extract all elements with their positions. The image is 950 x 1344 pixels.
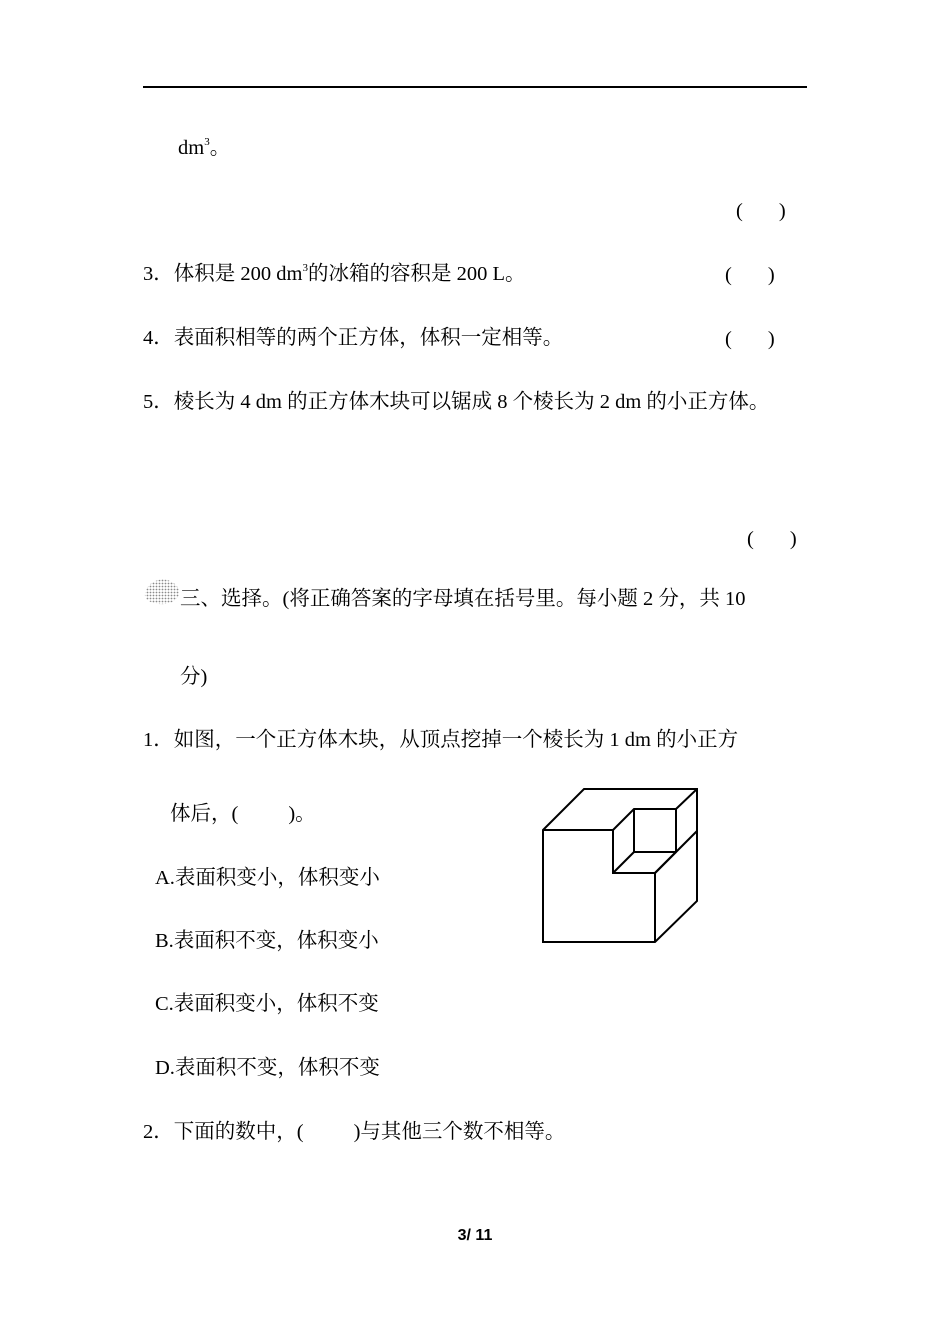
- choice-question-2: 2．下面的数中，( )与其他三个数不相等。: [143, 1121, 566, 1143]
- choice-question-1-line2: 体后，( )。: [170, 803, 316, 825]
- option-b: B.表面积不变，体积变小: [155, 930, 379, 952]
- judge-question-3: 3．体积是 200 $dm^3$的冰箱的容积是 200 L。: [143, 262, 526, 285]
- answer-blank-q2: ( ): [736, 200, 786, 222]
- section-3-title-line1: 三、选择。(将正确答案的字母填在括号里。每小题 2 分，共 10: [180, 588, 746, 610]
- option-d: D.表面积不变，体积不变: [155, 1057, 380, 1079]
- judge-question-5: 5．棱长为 4 dm 的正方体木块可以锯成 8 个棱长为 2 dm 的小正方体。: [143, 391, 770, 413]
- continuation-line: $dm^3$。: [178, 136, 231, 159]
- judge-question-4: 4．表面积相等的两个正方体，体积一定相等。: [143, 327, 564, 349]
- cube-figure: [540, 786, 700, 946]
- choice-question-1: 1．如图，一个正方体木块，从顶点挖掉一个棱长为 1 dm 的小正方: [143, 729, 739, 751]
- section-dots-icon: [143, 576, 181, 606]
- answer-blank-q3: ( ): [725, 264, 775, 286]
- answer-blank-q4: ( ): [725, 328, 775, 350]
- page-number: 3/ 11: [457, 1227, 493, 1244]
- option-a: A.表面积变小，体积变小: [155, 867, 380, 889]
- option-c: C.表面积变小，体积不变: [155, 993, 379, 1015]
- answer-blank-q5: ( ): [747, 528, 797, 550]
- header-rule: [143, 86, 807, 88]
- section-3-title-line2: 分): [180, 666, 208, 688]
